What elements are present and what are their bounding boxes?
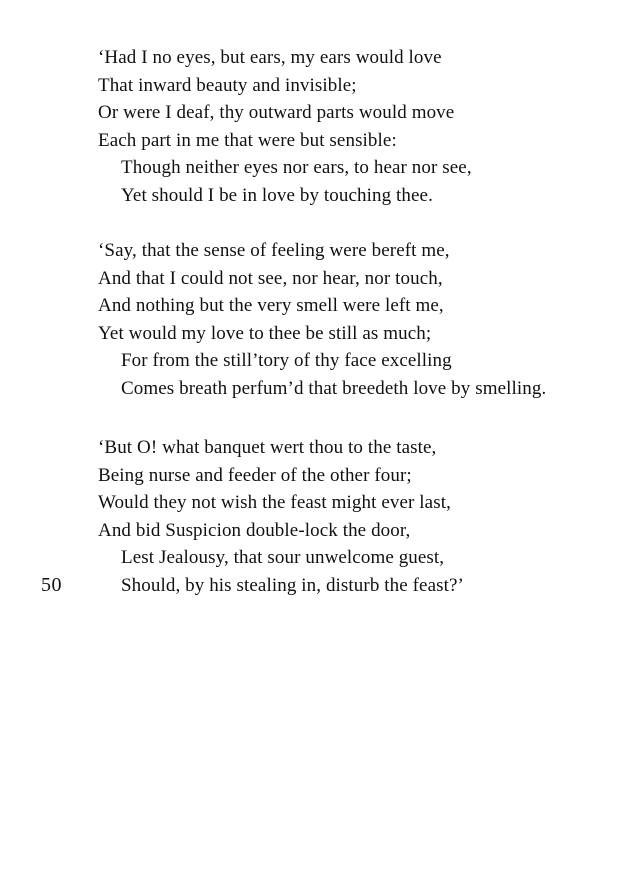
verse-line: And that I could not see, nor hear, nor touch, — [98, 267, 443, 289]
verse-line: Each part in me that were but sensible: — [98, 129, 397, 151]
verse-line-indented: Should, by his stealing in, disturb the feast?’ — [121, 574, 464, 596]
line-number: 50 — [41, 574, 62, 596]
verse-line: ‘But O! what banquet wert thou to the taste, — [98, 437, 437, 458]
stanza-3 — [98, 434, 628, 600]
verse-line: Would they not wish the feast might ever last, — [98, 492, 451, 514]
verse-line: ‘Had I no eyes, but ears, my ears would love — [98, 47, 442, 68]
verse-line-indented: Yet should I be in love by touching thee. — [121, 184, 433, 206]
verse-line-indented: Though neither eyes nor ears, to hear nor see, — [121, 157, 472, 179]
verse-line-indented: For from the still’tory of thy face excelling — [121, 350, 452, 372]
verse-line: Being nurse and feeder of the other four; — [98, 464, 412, 486]
stanza-1 — [98, 44, 628, 210]
verse-line-indented: Comes breath perfum’d that breedeth love by smelling. — [121, 377, 547, 399]
verse-line-indented: Lest Jealousy, that sour unwelcome guest, — [121, 547, 445, 569]
verse-line: Or were I deaf, thy outward parts would move — [98, 102, 455, 124]
verse-line: ‘Say, that the sense of feeling were bereft me, — [98, 240, 450, 261]
verse-line: Yet would my love to thee be still as much; — [98, 322, 432, 344]
verse-line: And nothing but the very smell were left me, — [98, 295, 444, 317]
verse-line: And bid Suspicion double-lock the door, — [98, 519, 411, 541]
verse-line: That inward beauty and invisible; — [98, 74, 357, 96]
stanza-2 — [98, 237, 628, 403]
